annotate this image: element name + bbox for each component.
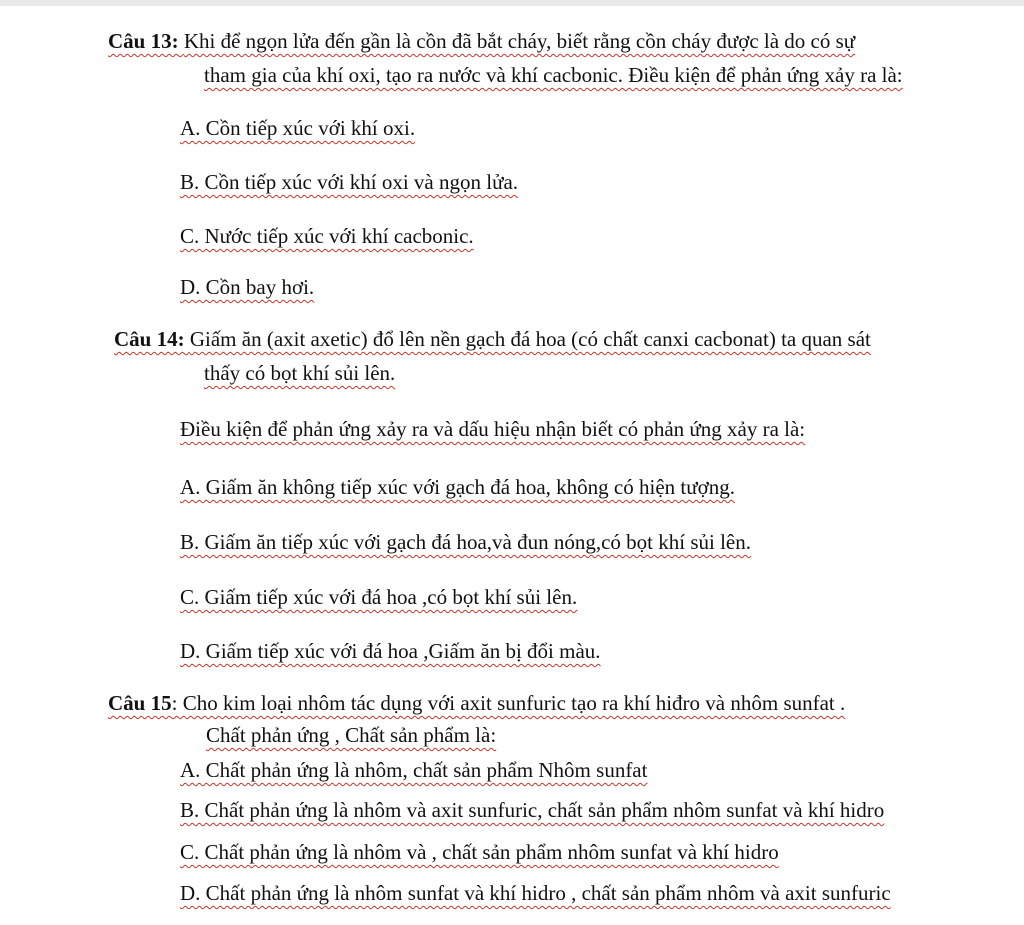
question-14-option-b: B. Giấm ăn tiếp xúc với gạch đá hoa,và đun nóng,có bọt khí sủi lên.: [180, 530, 751, 554]
question-14-prompt: Điều kiện để phản ứng xảy ra và dấu hiệu nhận biết có phản ứng xảy ra là:: [180, 417, 806, 441]
question-14-text: Giấm ăn (axit axetic) đổ lên nền gạch đá hoa (có chất canxi cacbonat) ta quan sát: [189, 327, 871, 351]
question-13-option-a: A. Cồn tiếp xúc với khí oxi.: [180, 116, 416, 140]
question-14-option-a: A. Giấm ăn không tiếp xúc với gạch đá hoa, không có hiện tượng.: [180, 475, 735, 499]
question-13-text: Khi để ngọn lửa đến gần là cồn đã bắt cháy, biết rằng cồn cháy được là do có sự: [183, 29, 856, 53]
question-15-line-1: [108, 690, 845, 716]
question-13-number: Câu 13:: [108, 29, 179, 53]
question-15-option-d: D. Chất phản ứng là nhôm sunfat và khí hidro , chất sản phẩm nhôm và axit sunfuric: [180, 881, 891, 905]
question-14-number: Câu 14:: [114, 327, 185, 351]
question-15-text: : Cho kim loại nhôm tác dụng với axit sunfuric tạo ra khí hiđro và nhôm sunfat .: [171, 691, 846, 715]
question-14-line-2: thấy có bọt khí sủi lên.: [204, 361, 396, 385]
question-13-line-1: [108, 28, 855, 54]
question-14-line-1: [114, 326, 871, 352]
question-13-option-d: D. Cồn bay hơi.: [180, 275, 315, 299]
question-15-number: Câu 15: [108, 691, 172, 715]
question-15-option-b: B. Chất phản ứng là nhôm và axit sunfuric, chất sản phẩm nhôm sunfat và khí hidro: [180, 798, 885, 822]
page-top-edge: [0, 0, 1024, 6]
question-15-line-2: Chất phản ứng , Chất sản phẩm là:: [206, 723, 497, 747]
question-14-option-c: C. Giấm tiếp xúc với đá hoa ,có bọt khí sủi lên.: [180, 585, 578, 609]
question-14-option-d: D. Giấm tiếp xúc với đá hoa ,Giấm ăn bị đổi màu.: [180, 639, 601, 663]
question-13-option-c: C. Nước tiếp xúc với khí cacbonic.: [180, 224, 474, 248]
question-13-line-2: tham gia của khí oxi, tạo ra nước và khí cacbonic. Điều kiện để phản ứng xảy ra là:: [204, 63, 903, 87]
question-13-option-b: B. Cồn tiếp xúc với khí oxi và ngọn lửa.: [180, 170, 519, 194]
question-15-option-a: A. Chất phản ứng là nhôm, chất sản phẩm Nhôm sunfat: [180, 758, 648, 782]
question-15-option-c: C. Chất phản ứng là nhôm và , chất sản phẩm nhôm sunfat và khí hidro: [180, 840, 779, 864]
